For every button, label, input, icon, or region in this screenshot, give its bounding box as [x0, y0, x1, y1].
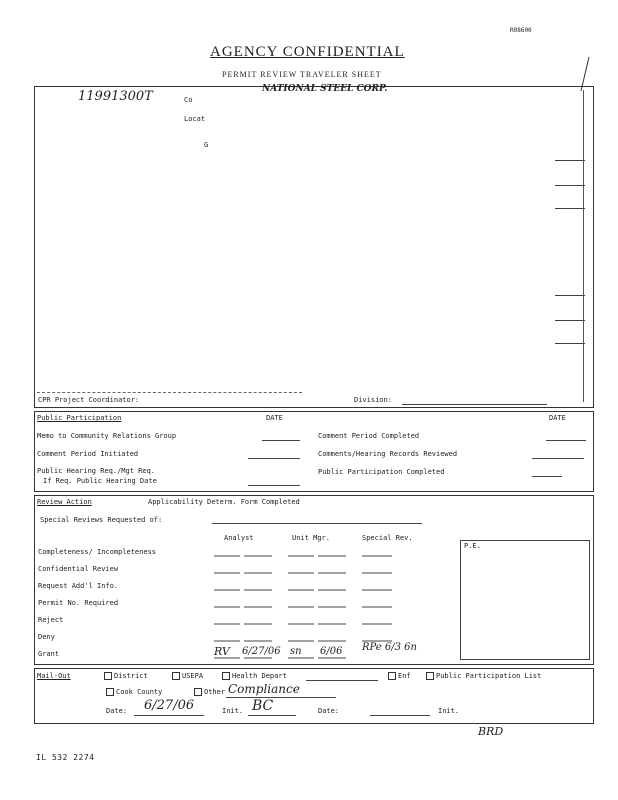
init-line [248, 715, 296, 716]
date-line [134, 715, 204, 716]
hearing-date-label: If Req. Public Hearing Date [43, 477, 157, 485]
grant-unit: sn [290, 646, 302, 657]
records-reviewed-label: Comments/Hearing Records Reviewed [318, 450, 458, 458]
grant-special: RPe 6/3 6n [362, 642, 417, 653]
pe-label: P.E. [464, 542, 481, 550]
corner-code: R08600 [510, 27, 532, 34]
checkbox-other[interactable] [194, 688, 202, 696]
memo-community-label: Memo to Community Relations Group [37, 432, 177, 440]
row-confidential: Confidential Review [38, 565, 119, 573]
hearing-req-label: Public Hearing Req./Mgt Req. [37, 467, 156, 475]
company-name: NATIONAL STEEL CORP. [262, 84, 388, 94]
grant-unit-date: 6/06 [320, 646, 343, 657]
date-value: 6/27/06 [144, 698, 195, 713]
form-number: IL 532 2274 [36, 753, 95, 762]
date-header-right: DATE [549, 414, 566, 422]
init-label: Init. [222, 707, 244, 715]
col-special-rev: Special Rev. [362, 534, 413, 542]
checkbox-enf[interactable] [388, 672, 396, 680]
special-reviews-label: Special Reviews Requested of: [40, 516, 163, 524]
option-usepa[interactable]: USEPA [172, 672, 203, 680]
checkbox-public-list[interactable] [426, 672, 434, 680]
footer-initials: BRD [478, 725, 504, 738]
company-label: Co [184, 96, 193, 104]
row-grant: Grant [38, 650, 60, 658]
comment-completed-label: Comment Period Completed [318, 432, 420, 440]
option-public-list[interactable]: Public Participation List [426, 672, 541, 680]
other-value: Compliance [228, 682, 300, 696]
checkbox-district[interactable] [104, 672, 112, 680]
permit-number: 11991300T [78, 89, 153, 104]
col-analyst: Analyst [224, 534, 254, 542]
page-subtitle: PERMIT REVIEW TRAVELER SHEET [222, 70, 382, 79]
option-other[interactable]: Other [194, 688, 225, 696]
row-deny: Deny [38, 633, 55, 641]
g-label: G [204, 141, 209, 149]
public-participation-heading: Public Participation [37, 414, 122, 422]
checkbox-health[interactable] [222, 672, 230, 680]
row-request-info: Request Add'l Info. [38, 582, 119, 590]
init2-label: Init. [438, 707, 460, 715]
cpr-coordinator-label: CPR Project Coordinator: [38, 396, 140, 404]
date2-label: Date: [318, 707, 340, 715]
participation-completed-label: Public Participation Completed [318, 468, 445, 476]
location-label: Locat [184, 115, 206, 123]
checkbox-usepa[interactable] [172, 672, 180, 680]
comment-initiated-label: Comment Period Initiated [37, 450, 139, 458]
col-unit-mgr: Unit Mgr. [292, 534, 330, 542]
applicability-label: Applicability Determ. Form Completed [148, 498, 300, 506]
row-permit-required: Permit No. Required [38, 599, 119, 607]
init-value: BC [252, 698, 274, 714]
health-line [306, 680, 378, 681]
option-cook-county[interactable]: Cook County [106, 688, 162, 696]
row-reject: Reject [38, 616, 64, 624]
review-action-heading: Review Action [37, 498, 92, 506]
page-title: AGENCY CONFIDENTIAL [210, 44, 405, 60]
row-completeness: Completeness/ Incompleteness [38, 548, 157, 556]
date-header: DATE [266, 414, 283, 422]
division-label: Division: [354, 396, 392, 404]
grant-date: 6/27/06 [242, 646, 281, 657]
checkbox-cook[interactable] [106, 688, 114, 696]
grant-analyst: RV [214, 645, 230, 658]
other-line [226, 697, 336, 698]
option-district[interactable]: District [104, 672, 148, 680]
date2-line [370, 715, 430, 716]
option-health[interactable]: Health Depart [222, 672, 287, 680]
date-label: Date: [106, 707, 128, 715]
mail-out-heading: Mail-Out [37, 672, 71, 680]
option-enf[interactable]: Enf [388, 672, 411, 680]
